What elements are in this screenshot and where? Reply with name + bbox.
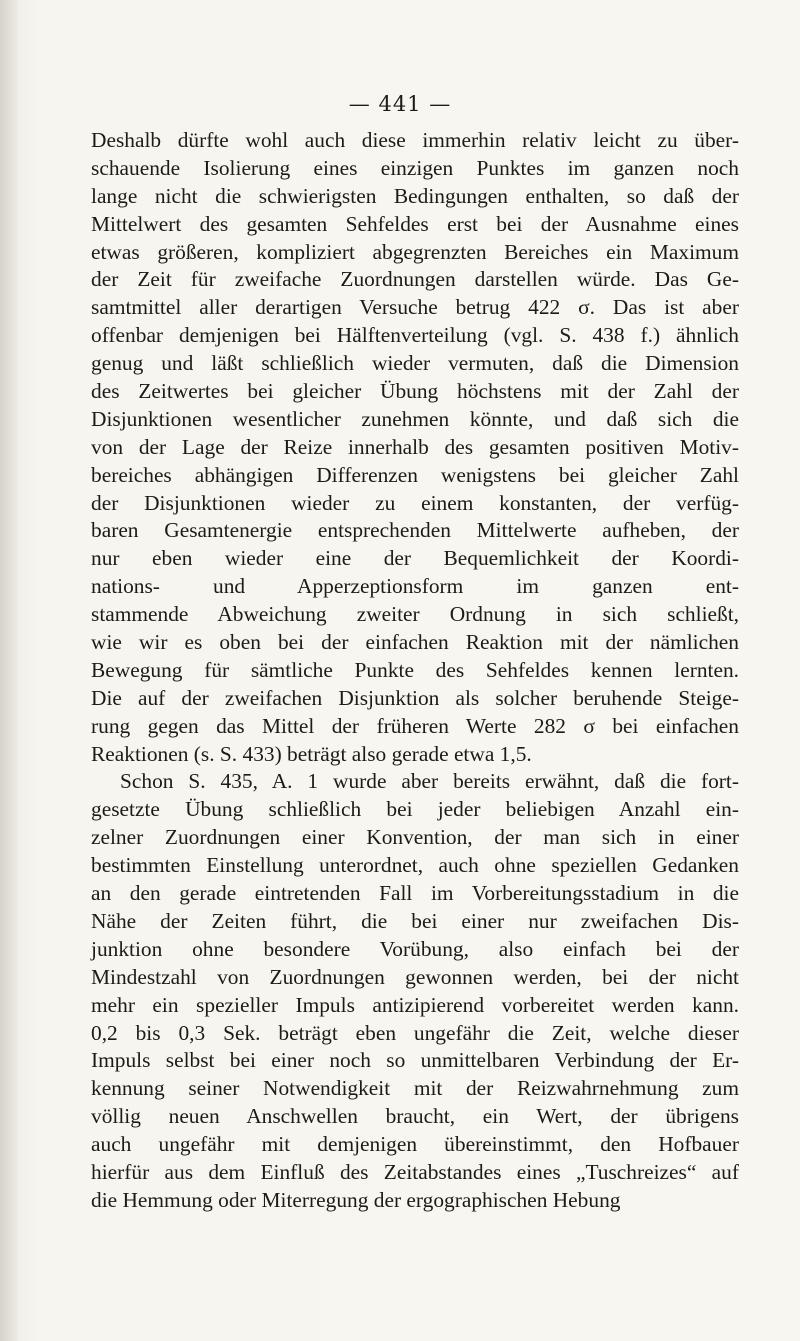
text-line: Mittelwert des gesamten Sehfeldes erst bei der Ausnahme eines (91, 211, 739, 236)
text-line: nur eben wieder eine der Bequemlichkeit der Koordi- (91, 546, 739, 571)
text-line: der Disjunktionen wieder zu einem konstanten, der verfüg- (91, 490, 739, 515)
text-line: auch ungefähr mit demjenigen übereinstimmt, den Hofbauer (91, 1132, 739, 1157)
text-line: rung gegen das Mittel der früheren Werte 282 σ bei einfachen (91, 713, 739, 738)
text-line: völlig neuen Anschwellen braucht, ein Wert, der übrigens (91, 1104, 739, 1129)
page-gutter-shadow (0, 0, 18, 1341)
text-line: wie wir es oben bei der einfachen Reaktion mit der nämlichen (91, 630, 739, 655)
text-line: lange nicht die schwierigsten Bedingungen enthalten, so daß der (91, 183, 739, 208)
text-line: Schon S. 435, A. 1 wurde aber bereits erwähnt, daß die fort- (120, 769, 739, 794)
text-line: zelner Zuordnungen einer Konvention, der man sich in einer (91, 825, 739, 850)
text-line: Deshalb dürfte wohl auch diese immerhin relativ leicht zu über- (91, 128, 739, 152)
text-line: Die auf der zweifachen Disjunktion als solcher beruhende Steige- (91, 685, 739, 710)
text-line: die Hemmung oder Miterregung der ergographischen Hebung (91, 1187, 621, 1212)
text-line: 0,2 bis 0,3 Sek. beträgt eben ungefähr die Zeit, welche dieser (91, 1020, 739, 1045)
text-line: hierfür aus dem Einfluß des Zeitabstandes eines „Tuschreizes“ auf (91, 1159, 739, 1184)
text-line: Disjunktionen wesentlicher zunehmen könnte, und daß sich die (91, 406, 739, 431)
text-line: nations- und Apperzeptionsform im ganzen ent- (91, 574, 739, 599)
text-line: stammende Abweichung zweiter Ordnung in sich schließt, (91, 602, 739, 627)
text-line: junktion ohne besondere Vorübung, also einfach bei der (91, 936, 739, 961)
text-line: Reaktionen (s. S. 433) beträgt also gerade etwa 1,5. (91, 741, 532, 766)
text-line: etwas größeren, kompliziert abgegrenzten Bereiches ein Maximum (91, 239, 739, 264)
text-line: an den gerade eintretenden Fall im Vorbereitungsstadium in die (91, 881, 739, 906)
text-line: mehr ein spezieller Impuls antizipierend vorbereitet werden kann. (91, 992, 739, 1017)
text-line: der Zeit für zweifache Zuordnungen darstellen würde. Das Ge- (91, 267, 739, 292)
text-line: baren Gesamtenergie entsprechenden Mittelwerte aufheben, der (91, 518, 739, 543)
body-text (91, 127, 739, 1215)
text-line: Mindestzahl von Zuordnungen gewonnen werden, bei der nicht (91, 964, 739, 989)
text-line: gesetzte Übung schließlich bei jeder beliebigen Anzahl ein- (91, 797, 739, 822)
text-line: Bewegung für sämtliche Punkte des Sehfeldes kennen lernten. (91, 657, 739, 682)
text-line: bestimmten Einstellung unterordnet, auch ohne speziellen Gedanken (91, 853, 739, 878)
text-line: offenbar demjenigen bei Hälftenverteilung (vgl. S. 438 f.) ähnlich (91, 323, 739, 348)
text-line: genug und läßt schließlich wieder vermuten, daß die Dimension (91, 351, 739, 376)
text-line: des Zeitwertes bei gleicher Übung höchstens mit der Zahl der (91, 379, 739, 404)
text-line: von der Lage der Reize innerhalb des gesamten positiven Motiv- (91, 434, 739, 459)
text-line: schauende Isolierung eines einzigen Punktes im ganzen noch (91, 155, 739, 180)
text-line: Nähe der Zeiten führt, die bei einer nur zweifachen Dis- (91, 908, 739, 933)
text-line: Impuls selbst bei einer noch so unmittelbaren Verbindung der Er- (91, 1048, 739, 1073)
text-line: samtmittel aller derartigen Versuche betrug 422 σ. Das ist aber (91, 295, 739, 320)
page-number: — 441 — (348, 92, 452, 116)
text-line: kennung seiner Notwendigkeit mit der Reizwahrnehmung zum (91, 1076, 739, 1101)
text-line: bereiches abhängigen Differenzen wenigstens bei gleicher Zahl (91, 462, 739, 487)
